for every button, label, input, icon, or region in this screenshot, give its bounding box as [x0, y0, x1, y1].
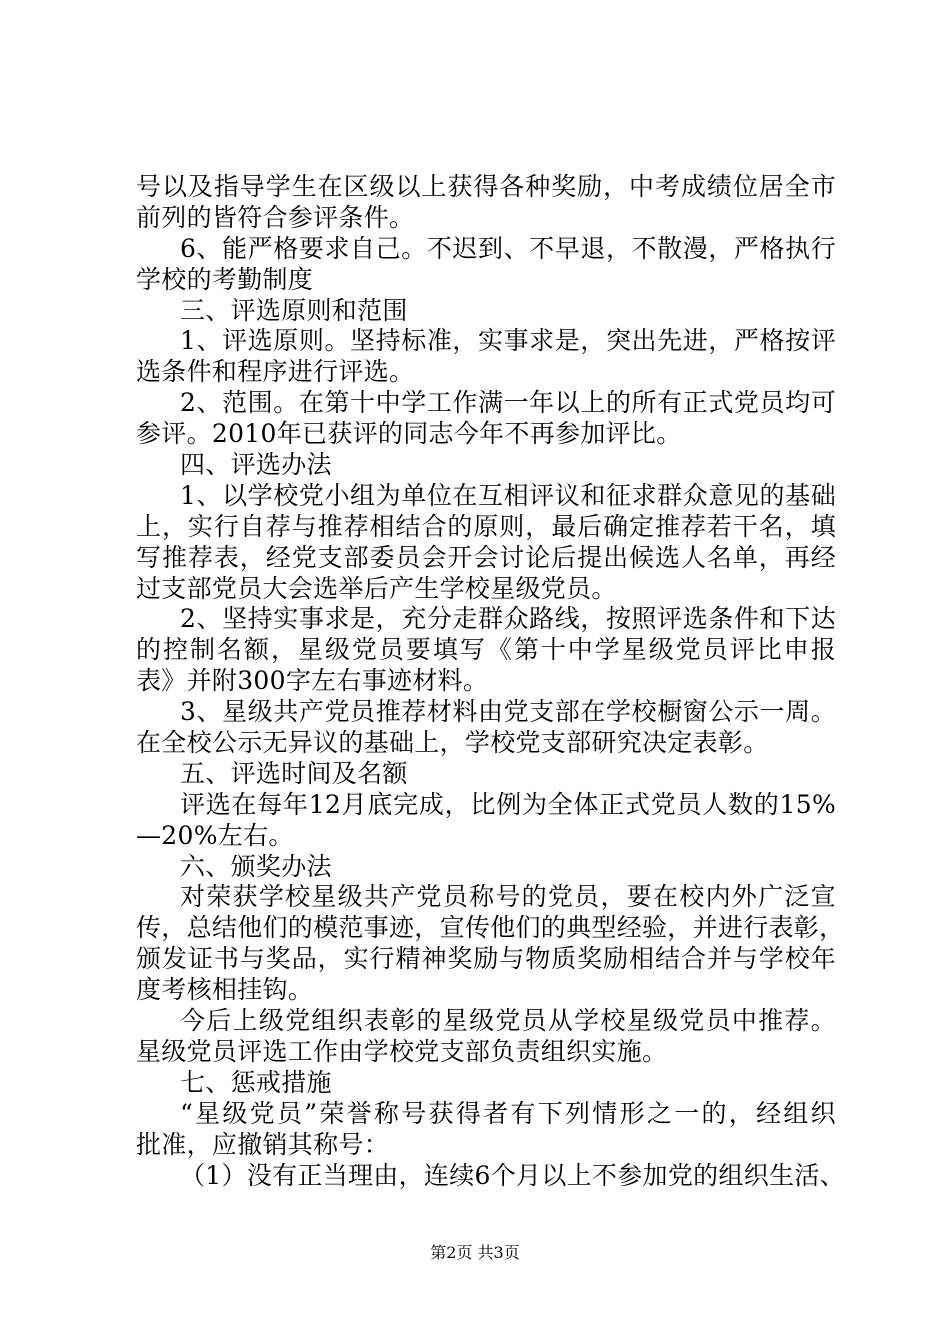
body-text-line: 评选在每年12月底完成，比例为全体正式党员人数的15% [180, 789, 836, 819]
body-text-line: 前列的皆符合参评条件。 [136, 202, 415, 232]
body-text-line: 五、评选时间及名额 [180, 758, 408, 788]
body-text-line: 今后上级党组织表彰的星级党员从学校星级党员中推荐。 [180, 1006, 836, 1036]
body-text-line: 6、能严格要求自己。不迟到、不早退，不散漫，严格执行 [180, 233, 836, 263]
body-text-line: 三、评选原则和范围 [180, 295, 408, 325]
body-text-line: 对荣获学校星级共产党员称号的党员，要在校内外广泛宣 [180, 882, 836, 912]
body-text-line: “星级党员”荣誉称号获得者有下列情形之一的，经组织 [180, 1098, 836, 1128]
body-text-line: 选条件和程序进行评选。 [136, 357, 415, 387]
body-text-line: 1、评选原则。坚持标准，实事求是，突出先进，严格按评 [180, 326, 836, 356]
body-text-line: 颁发证书与奖品，实行精神奖励与物质奖励相结合并与学校年 [136, 944, 836, 974]
body-text-line: 2、范围。在第十中学工作满一年以上的所有正式党员均可 [180, 388, 836, 418]
body-text-line: 表》并附300字左右事迹材料。 [136, 666, 489, 696]
body-text-line: 号以及指导学生在区级以上获得各种奖励，中考成绩位居全市 [136, 172, 836, 201]
body-text-line: 3、星级共产党员推荐材料由党支部在学校橱窗公示一周。 [180, 697, 836, 727]
body-text-line: 七、惩戒措施 [180, 1067, 332, 1097]
page-footer: 第2页 共3页 [430, 1243, 520, 1262]
body-text-line: 在全校公示无异议的基础上，学校党支部研究决定表彰。 [136, 728, 769, 758]
body-text-line: 星级党员评选工作由学校党支部负责组织实施。 [136, 1036, 668, 1066]
body-text-line: 2、坚持实事求是，充分走群众路线，按照评选条件和下达 [180, 604, 836, 634]
body-text-line: 六、颁奖办法 [180, 851, 332, 881]
body-text-line: 的控制名额，星级党员要填写《第十中学星级党员评比申报 [136, 635, 836, 665]
body-text-line: 传，总结他们的模范事迹，宣传他们的典型经验，并进行表彰， [136, 913, 845, 943]
body-text-line: 写推荐表，经党支部委员会开会讨论后提出候选人名单，再经 [136, 542, 836, 572]
body-text-line: 1、以学校党小组为单位在互相评议和征求群众意见的基础 [180, 480, 836, 510]
body-text-line: 度考核相挂钩。 [136, 975, 314, 1005]
body-text-line: 上，实行自荐与推荐相结合的原则，最后确定推荐若干名，填 [136, 511, 836, 541]
document-body [136, 172, 845, 1191]
body-text-line: 学校的考勤制度 [136, 264, 314, 294]
body-text-line: —20%左右。 [136, 820, 294, 850]
body-text-line: （1）没有正当理由，连续6个月以上不参加党的组织生活、 [180, 1160, 845, 1190]
body-text-line: 参评。2010年已获评的同志今年不再参加评比。 [136, 419, 682, 449]
body-text-line: 批准，应撤销其称号： [136, 1129, 390, 1159]
body-text-line: 四、评选办法 [180, 450, 332, 480]
body-text-line: 过支部党员大会选举后产生学校星级党员。 [136, 573, 617, 603]
